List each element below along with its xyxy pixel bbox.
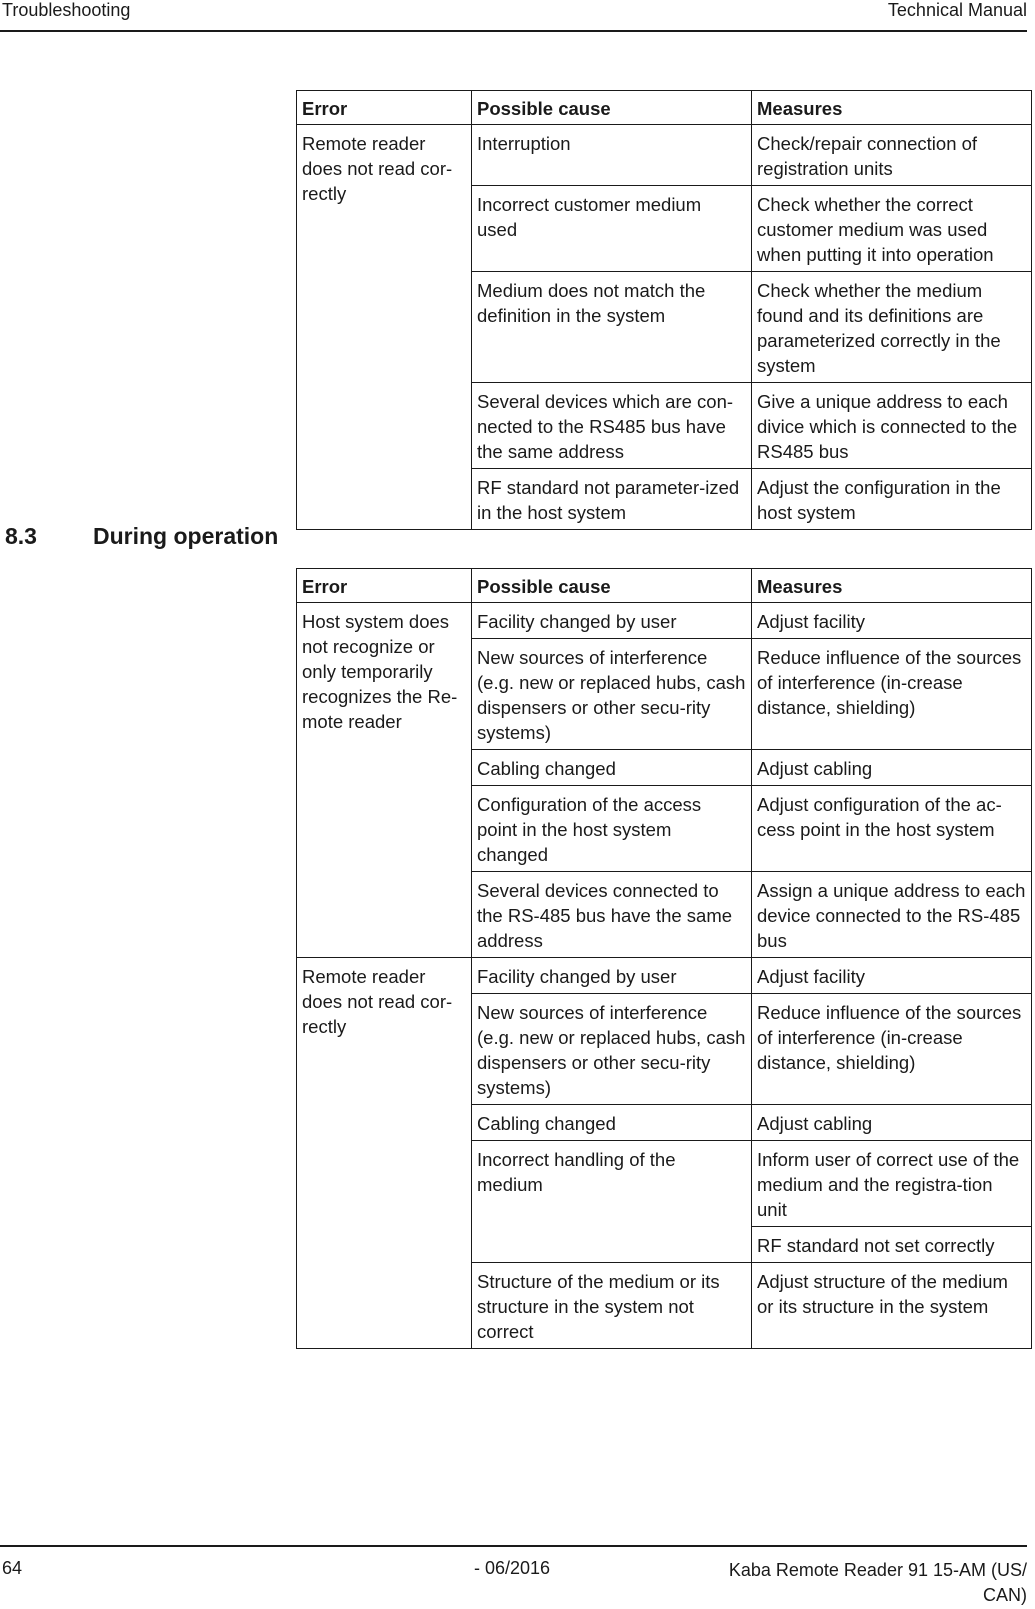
measure-cell: Adjust cabling — [752, 1105, 1032, 1141]
column-header-measures: Measures — [752, 91, 1032, 125]
cause-cell: Facility changed by user — [472, 958, 752, 994]
cause-cell: Several devices which are con-nected to the RS485 bus have the same address — [472, 383, 752, 469]
header-divider — [0, 30, 1027, 32]
section-number: 8.3 — [5, 523, 37, 549]
measure-cell: Assign a unique address to each device connected to the RS-485 bus — [752, 872, 1032, 958]
column-header-cause: Possible cause — [472, 91, 752, 125]
measure-cell: Check whether the medium found and its definitions are parameterized correctly in the system — [752, 272, 1032, 383]
cause-cell: Configuration of the access point in the host system changed — [472, 786, 752, 872]
measure-cell: Check whether the correct customer medium was used when putting it into operation — [752, 186, 1032, 272]
measure-cell: Adjust structure of the medium or its structure in the system — [752, 1263, 1032, 1349]
measure-cell: Adjust the configuration in the host system — [752, 469, 1032, 530]
footer-date: - 06/2016 — [474, 1558, 551, 1578]
column-header-error: Error — [297, 91, 472, 125]
measure-cell: Adjust facility — [752, 958, 1032, 994]
measure-cell: Check/repair connection of registration units — [752, 125, 1032, 186]
section-title: During operation — [93, 523, 279, 549]
footer-divider — [0, 1545, 1027, 1547]
cause-cell: New sources of interference (e.g. new or replaced hubs, cash dispensers or other secu-rity systems) — [472, 994, 752, 1105]
measure-cell: Reduce influence of the sources of interference (in-crease distance, shielding) — [752, 994, 1032, 1105]
cause-cell: Structure of the medium or its structure in the system not correct — [472, 1263, 752, 1349]
measure-cell: Adjust cabling — [752, 750, 1032, 786]
measure-cell: Adjust configuration of the ac-cess point in the host system — [752, 786, 1032, 872]
error-cell: Host system does not recognize or only temporarily recognizes the Re-mote reader — [297, 603, 472, 958]
troubleshooting-table-1 — [296, 90, 1032, 530]
measure-cell: Reduce influence of the sources of interference (in-crease distance, shielding) — [752, 639, 1032, 750]
cause-cell: Cabling changed — [472, 750, 752, 786]
measure-cell: Give a unique address to each divice which is connected to the RS485 bus — [752, 383, 1032, 469]
cause-cell: Facility changed by user — [472, 603, 752, 639]
cause-cell: Incorrect customer medium used — [472, 186, 752, 272]
footer-product: Kaba Remote Reader 91 15-AM (US/ CAN) — [728, 1560, 1027, 1605]
measure-cell: Inform user of correct use of the medium and the registra-tion unit — [752, 1141, 1032, 1227]
section-heading — [5, 523, 278, 550]
table-row — [297, 125, 1032, 186]
header-section-title: Troubleshooting — [2, 0, 131, 20]
cause-cell: Cabling changed — [472, 1105, 752, 1141]
column-header-cause: Possible cause — [472, 569, 752, 603]
page-number: 64 — [2, 1558, 23, 1578]
table-header-row — [297, 91, 1032, 125]
cause-cell: Medium does not match the definition in the system — [472, 272, 752, 383]
column-header-error: Error — [297, 569, 472, 603]
cause-cell: RF standard not parameter-ized in the host system — [472, 469, 752, 530]
troubleshooting-table-2 — [296, 568, 1032, 1349]
measure-cell: RF standard not set correctly — [752, 1227, 1032, 1263]
cause-cell: Incorrect handling of the medium — [472, 1141, 752, 1263]
error-cell: Remote reader does not read cor-rectly — [297, 125, 472, 530]
cause-cell: Several devices connected to the RS-485 bus have the same address — [472, 872, 752, 958]
table-row — [297, 958, 1032, 994]
cause-cell: Interruption — [472, 125, 752, 186]
cause-cell: New sources of interference (e.g. new or replaced hubs, cash dispensers or other secu-rity systems) — [472, 639, 752, 750]
header-document-title: Technical Manual — [887, 0, 1027, 20]
measure-cell: Adjust facility — [752, 603, 1032, 639]
error-cell: Remote reader does not read cor-rectly — [297, 958, 472, 1349]
table-row — [297, 603, 1032, 639]
column-header-measures: Measures — [752, 569, 1032, 603]
table-header-row — [297, 569, 1032, 603]
